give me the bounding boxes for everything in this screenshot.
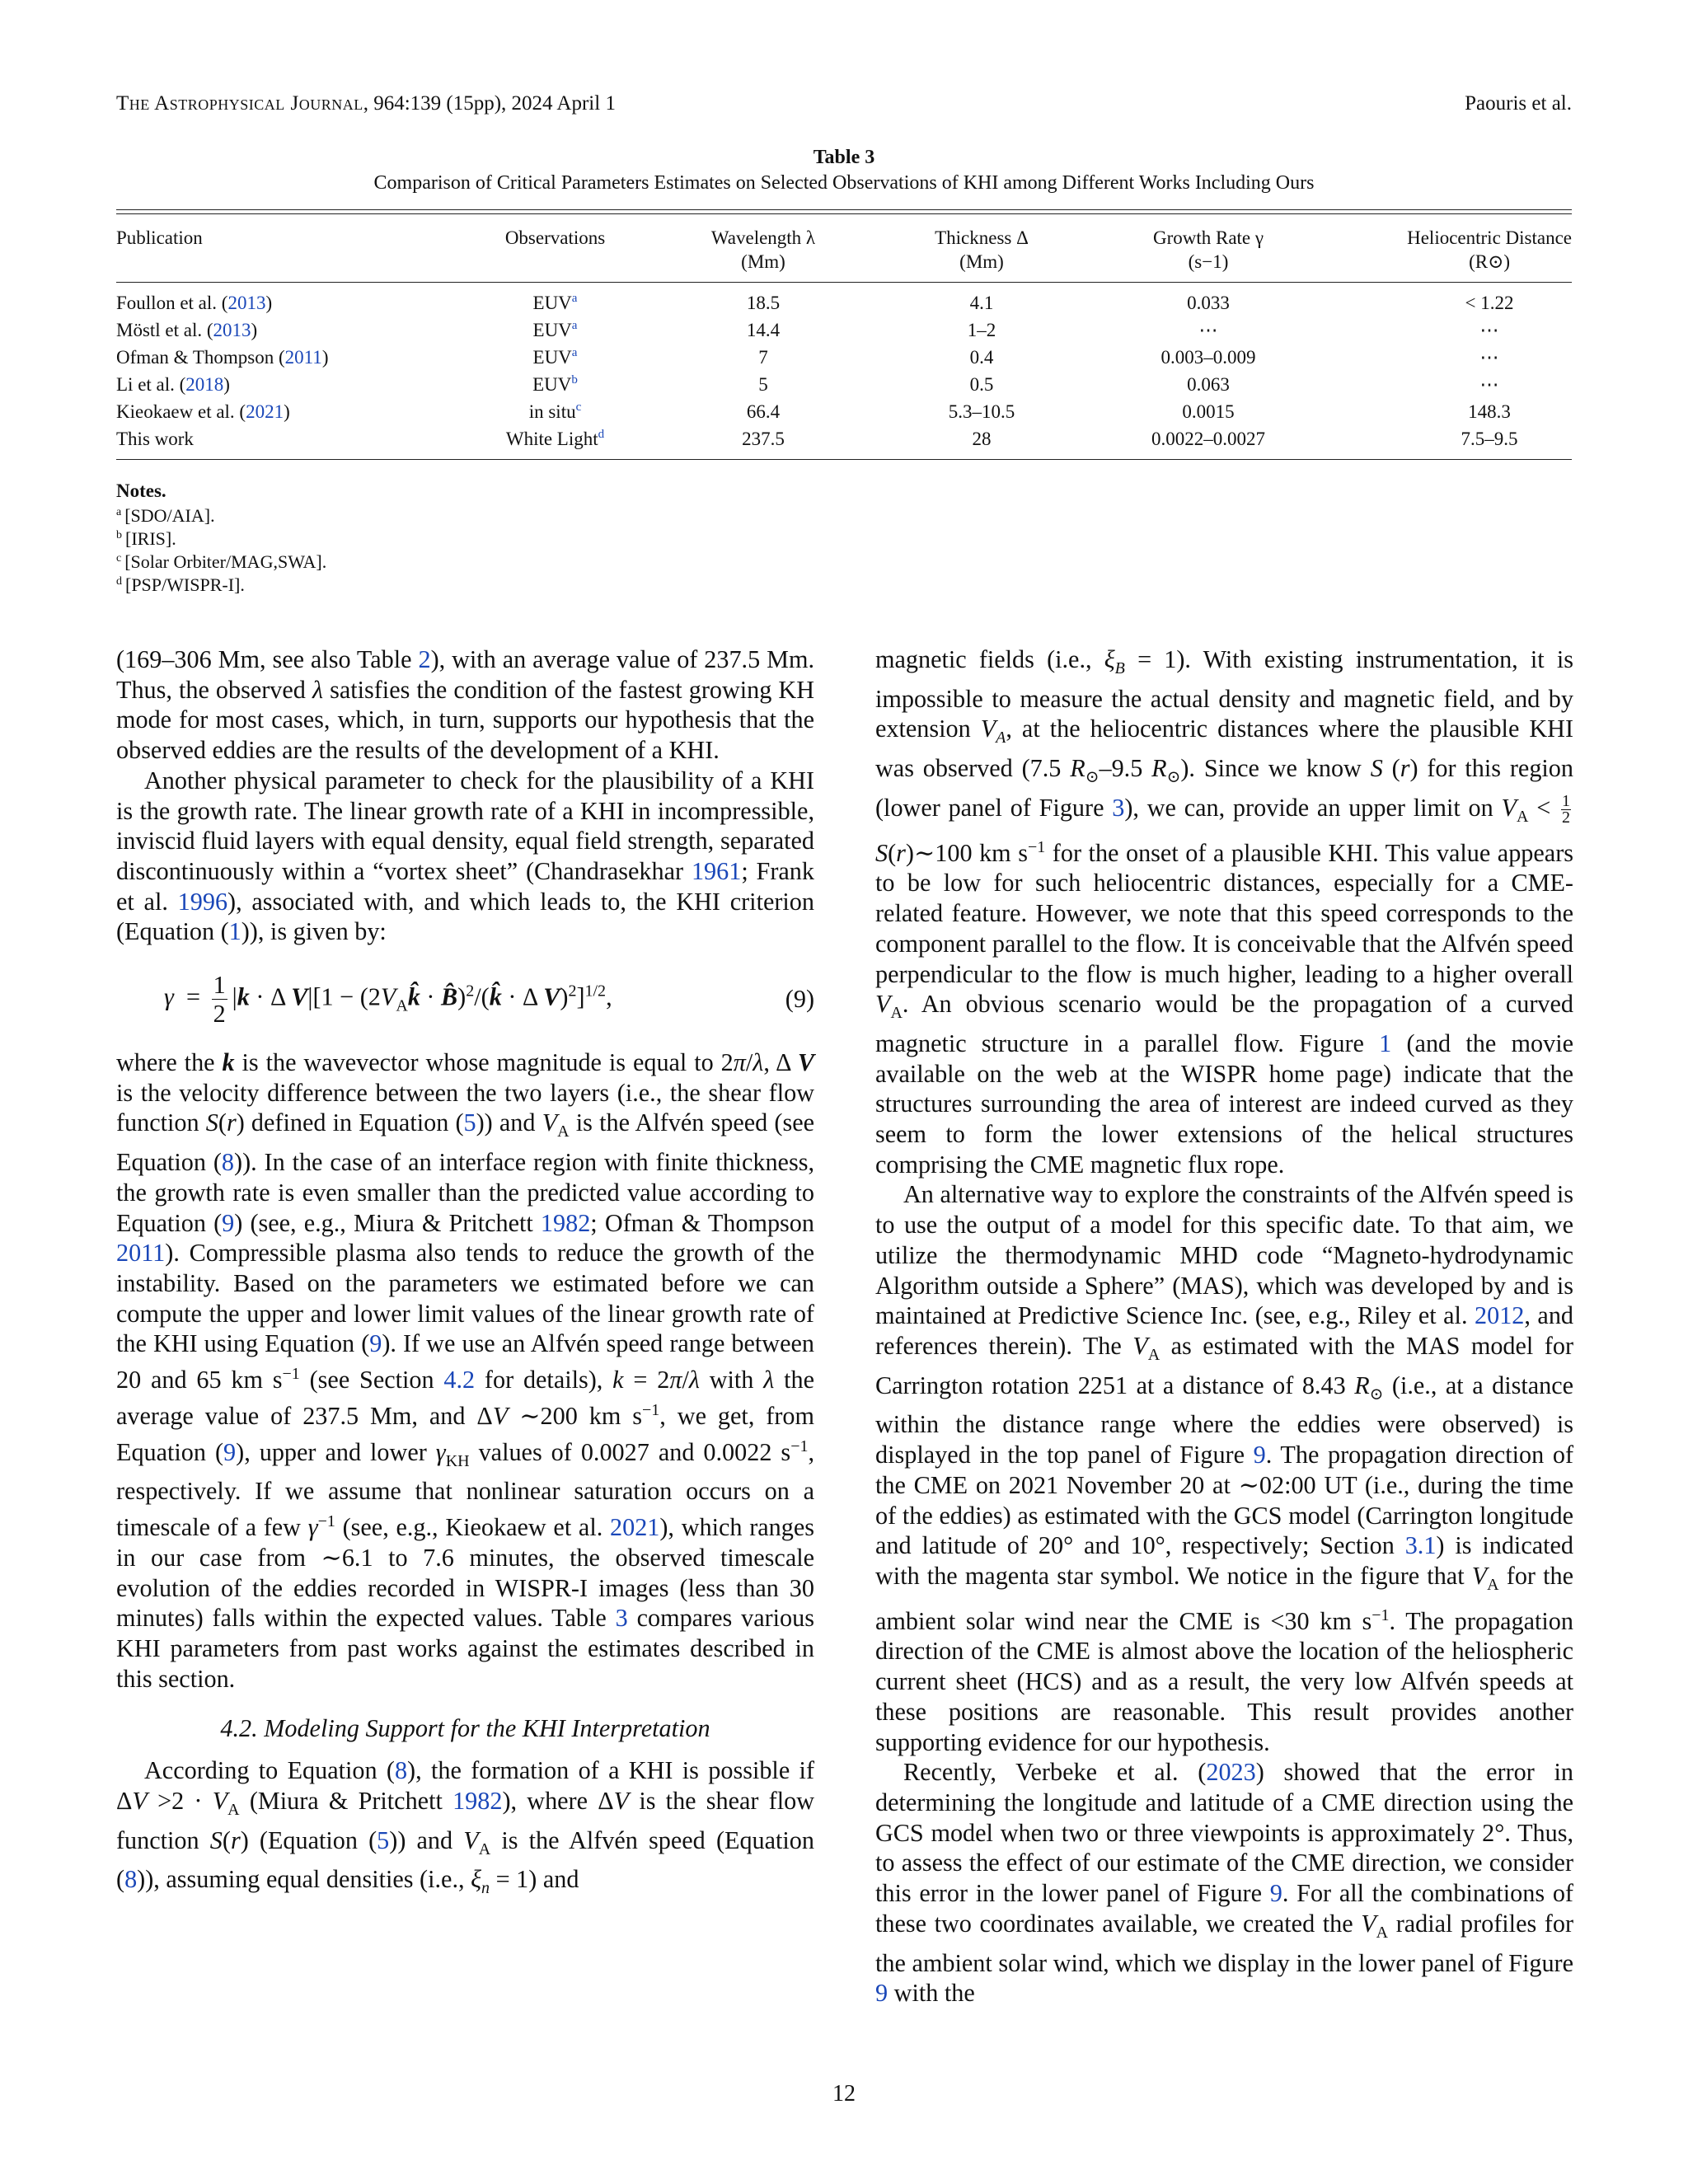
figure-link[interactable]: 1 [1379,1029,1392,1057]
publication-close: ) [284,401,290,422]
equation-link[interactable]: 9 [222,1208,235,1237]
cell-distance: 148.3 [1468,401,1511,422]
note-mark: b [116,529,122,541]
paragraph: Another physical parameter to check for the plausibility of a KHI is the growth rate. The linear growth rate of a KHI in incompressible, inviscid fluid layers with equal density, equal field strength, separated discontinuously within a “vortex sheet” (Chandrasekhar 1961; Frank et al. 1996), associated with, and which leads to, the KHI criterion (Equation (1)), is given by: [116,766,814,946]
publication-name: Li et al. ( [116,374,186,395]
cell-growth-rate: 0.0022–0.0027 [1151,429,1265,449]
journal-volume: , 964:139 (15pp), 2024 April 1 [363,92,616,115]
table-row [116,371,1572,398]
equation-link[interactable]: 1 [228,917,241,946]
figure-link[interactable]: 9 [1269,1879,1282,1908]
publication-close: ) [223,374,230,395]
cell-growth-rate: ⋯ [1198,320,1218,340]
note-mark: a [116,506,122,518]
table-note [116,504,326,527]
cell-publication [116,344,462,371]
cell-distance: 7.5–9.5 [1461,429,1518,449]
cell-thickness: 0.4 [969,347,994,368]
note-mark: d [116,575,122,588]
left-column [116,644,814,1904]
cell-thickness: 4.1 [969,293,994,313]
footnote-link[interactable]: c [575,401,582,414]
cell-growth-rate: 0.003–0.009 [1160,347,1256,368]
citation-link[interactable]: 2018 [185,374,224,395]
notes-title: Notes. [116,480,166,501]
cell-growth-rate: 0.033 [1187,293,1230,313]
cell-observations: EUV$^a$ [532,292,578,313]
paragraph: where the k is the wavevector whose magnitude is equal to 2π/λ, Δ V is the velocity difference between the two layers (i.e., the shear flow function S(r) defined in Equation (5)) and $V_A$ is the Alfvén speed (see Equation (8)). In the case of an interface region with finite thickness, the growth rate is even smaller than the predicted value according to Equation (9) (see, e.g., Miura & Pritchett 1982; Ofman & Thompson 2011). Compressible plasma also tends to reduce the growth of the instability. Based on the parameters we estimated before we can compute the upper and lower limit values of the linear growth rate of the KHI using Equation (9). If we use an Alfvén speed range between 20 and 65 km $s^{-1}$ (see Section 4.2 for details), k = 2π/λ with λ the average value of 237.5 Mm, and ΔV ∼200 km $s^{-1}$, we get, from Equation (9), upper and lower $\gamma_{KH}$ values of 0.0027 and 0.0022 $s^{-1}$, respectively. If we assume that nonlinear saturation occurs on a timescale of a few $\gamma^{-1}$ (see, e.g., Kieokaew et al. 2021), which ranges in our case from ∼6.1 to 7.6 minutes, the observed timescale evolution of the eddies recorded in WISPR-I images (less than 30 minutes) falls within the expected values. Table 3 compares various KHI parameters from past works against the estimates described in this section. [116,1048,815,1693]
running-head [116,92,1572,125]
note-mark: c [116,552,122,565]
paragraph: An alternative way to explore the constraints of the Alfvén speed is to use the output of a model for this specific date. To that aim, we utilize the thermodynamic MHD code “Magneto-hydrodynamic Algorithm outside a Sphere” (MAS), which was developed by and is maintained at Predictive Science Inc. (see, e.g., Riley et al. 2012, and references therein). The $V_A$ as estimated with the MAS model for Carrington rotation 2251 at a distance of 8.43 $R_⊙$ (i.e., at a distance within the distance range where the eddies were observed) is displayed in the top panel of Figure 9. The propagation direction of the CME on 2021 November 20 at ∼02:00 UT (i.e., during the time of the eddies) as estimated with the GCS model (Carrington longitude and latitude of 20° and 10°, respectively; Section 3.1) is indicated with the magenta star symbol. We notice in the figure that $V_A$ for the ambient solar wind near the CME is <30 km $s^{-1}$. The propagation direction of the CME is almost above the location of the heliospheric current sheet (HCS) and as a result, the very low Alfvén speeds at these positions are reasonable. This result provides another supporting evidence for our hypothesis. [875,1180,1574,1756]
citation-link[interactable]: 2021 [246,401,284,422]
equation-link[interactable]: 8 [124,1865,138,1894]
publication-name: Foullon et al. ( [116,293,228,313]
table-row [116,344,1572,371]
equation-body: γ = $\frac{1}{2}$ |k · Δ $V|[1 - (2V_Ak̂$ · B̂)$^2$/(k̂ · Δ V)$^2$]$^{1/2}$, [164,970,612,1028]
publication-name: This work [116,429,194,449]
cell-observations: EUV$^a$ [532,346,578,368]
table-row [116,283,1572,317]
cell-distance: ⋯ [1479,347,1499,368]
equation-link[interactable]: 5 [377,1825,390,1854]
right-column [875,644,1573,2008]
cell-thickness: 1–2 [967,320,996,340]
publication-name: Möstl et al. ( [116,320,213,340]
page-number: 12 [832,2081,856,2107]
column-header: Heliocentric Distance (R⊙) [1407,227,1572,272]
cell-wavelength: 7 [758,347,768,368]
citation-link[interactable]: 1961 [691,856,742,885]
cell-observations: EUV$^a$ [532,319,578,340]
cell-publication [116,425,462,460]
equation-link[interactable]: 8 [394,1756,408,1785]
equation-number: (9) [785,984,814,1013]
cell-wavelength: 14.4 [746,320,781,340]
cell-observations: EUV$^b$ [532,373,578,395]
cell-publication [116,371,462,398]
table-label: Table 3 [813,147,875,168]
table-3 [116,145,1572,460]
citation-link[interactable]: 2011 [116,1239,166,1268]
table-header-row [116,214,1572,283]
equation-link[interactable]: 9 [369,1329,382,1358]
cell-distance: ⋯ [1479,374,1499,395]
cell-thickness: 0.5 [969,374,994,395]
cell-publication [116,398,462,425]
cell-growth-rate: 0.063 [1187,374,1230,395]
publication-name: Ofman & Thompson ( [116,347,285,368]
footnote-link[interactable]: a [571,346,578,359]
table-link[interactable]: 2 [418,645,431,673]
cell-distance: ⋯ [1479,320,1499,340]
citation-link[interactable]: 1996 [177,887,228,916]
comparison-table [116,213,1572,460]
table-note [116,551,326,574]
table-notes [116,480,326,597]
running-authors: Paouris et al. [1465,92,1572,115]
cell-wavelength: 66.4 [746,401,781,422]
citation-link[interactable]: 2021 [610,1513,660,1542]
table-row [116,316,1572,344]
publication-close: ) [321,347,329,368]
citation-link[interactable]: 2013 [213,320,251,340]
equation-link[interactable]: 8 [221,1148,235,1177]
figure-link[interactable]: 9 [875,1979,889,2008]
publication-close: ) [251,320,258,340]
table-note [116,574,326,597]
column-header: Thickness Δ (Mm) [935,227,1029,272]
table-caption [116,145,1572,196]
section-heading: 4.2. Modeling Support for the KHI Interpretation [220,1714,710,1743]
citation-link[interactable]: 2023 [1206,1758,1256,1787]
paragraph: magnetic fields (i.e., $\xi_B = 1$). With existing instrumentation, it is impossible to measure the actual density and magnetic field, and by extension $V_A$, at the heliocentric distances where the plausible KHI was observed (7.5 $R_⊙-9.5$ $R_⊙$). Since we know S (r) for this region (lower panel of Figure 3), we can, provide an upper limit on $V_A$ < $\frac{1}{2}$ S(r)∼100 km $s^{-1}$ for the onset of a plausible KHI. This value appears to be low for such heliocentric distances, especially for a CME-related feature. However, we note that this speed corresponds to the component parallel to the flow. It is conceivable that the Alfvén speed perpendicular to the flow is much higher, leading to a higher overall $V_A$. An obvious scenario would be the propagation of a curved magnetic structure in a parallel flow. Figure 1 (and the movie available on the web at the WISPR home page) indicate that the structures surrounding the area of interest are indeed curved as they seem to form the lower extensions of the helical structures comprising the CME magnetic flux rope. [875,645,1573,1179]
section-link[interactable]: 4.2 [443,1366,476,1394]
publication-name: Kieokaew et al. ( [116,401,246,422]
note-text: [SDO/AIA]. [124,505,215,526]
paragraph: According to Equation (8), the formation of a KHI is possible if $\Delta V >2 \cdot V_A$ (Miura & Pritchett 1982), where ΔV is the shear flow function S(r) (Equation (5)) and $V_A$ is the Alfvén speed (Equation (8)), assuming equal densities (i.e., $\xi_n = 1$) and [116,1756,815,1898]
note-text: [Solar Orbiter/MAG,SWA]. [124,551,327,572]
citation-link[interactable]: 1982 [452,1786,503,1815]
column-header: Wavelength λ (Mm) [710,227,816,272]
cell-observations: in situ$^c$ [528,401,582,422]
journal-citation [116,92,616,125]
citation-link[interactable]: 2012 [1475,1301,1525,1330]
table-body [116,283,1572,460]
equation-9 [116,963,814,1034]
note-text: [PSP/WISPR-I]. [125,574,245,595]
column-header: Growth Rate γ (s−1) [1152,227,1264,272]
footnote-link[interactable]: b [571,373,578,387]
footnote-link[interactable]: a [571,292,578,305]
table-link[interactable]: 3 [615,1604,628,1633]
equation-link[interactable]: 9 [223,1437,237,1466]
cell-wavelength: 5 [758,374,768,395]
cell-growth-rate: 0.0015 [1182,401,1235,422]
footnote-link[interactable]: d [598,428,605,441]
section-link[interactable]: 3.1 [1404,1531,1437,1560]
cell-thickness: 28 [972,429,992,449]
citation-link[interactable]: 2013 [227,293,266,313]
table-title: Comparison of Critical Parameters Estimates on Selected Observations of KHI among Different Works Including Ours [373,172,1315,194]
footnote-link[interactable]: a [571,319,578,332]
cell-wavelength: 237.5 [742,429,785,449]
column-header: Publication [116,227,203,248]
cell-publication [116,283,462,317]
cell-thickness: 5.3–10.5 [948,401,1015,422]
cell-distance: < 1.22 [1465,293,1514,313]
paragraph: Recently, Verbeke et al. (2023) showed that the error in determining the longitude and latitude of a CME direction using the GCS model when two or three viewpoints is approximately 2°. Thus, to assess the effect of our estimate of the CME direction, we consider this error in the lower panel of Figure 9. For all the combinations of these two coordinates available, we created the $V_A$ radial profiles for the ambient solar wind, which we display in the lower panel of Figure 9 with the [875,1758,1573,2008]
table-note [116,527,326,551]
table-row [116,398,1572,425]
paragraph: (169–306 Mm, see also Table 2), with an average value of 237.5 Mm. Thus, the observed λ satisfies the condition of the fastest growing KH mode for most cases, which, in turn, supports our hypothesis that the observed eddies are the results of the development of a KHI. [116,645,814,765]
figure-link[interactable]: 3 [1112,793,1125,822]
cell-wavelength: 18.5 [746,293,781,313]
journal-name: The Astrophysical Journal [116,92,363,115]
citation-link[interactable]: 1982 [540,1208,591,1237]
cell-publication [116,316,462,344]
equation-link[interactable]: 5 [463,1108,476,1137]
column-header: Observations [504,227,606,248]
figure-link[interactable]: 9 [1253,1441,1266,1469]
publication-close: ) [265,293,273,313]
cell-observations: White Light$^d$ [505,428,605,449]
table-row [116,425,1572,460]
note-text: [IRIS]. [125,528,176,549]
citation-link[interactable]: 2011 [284,347,322,368]
